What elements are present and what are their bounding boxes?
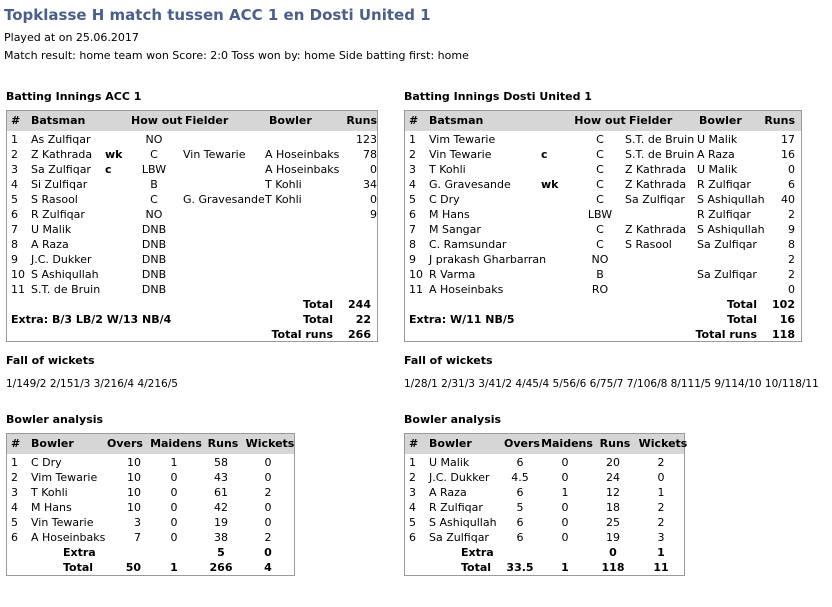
summary-row bbox=[405, 327, 801, 342]
total-runs: 266 bbox=[209, 561, 233, 574]
cell-num: 1 bbox=[409, 133, 416, 146]
cell-how-out: NO bbox=[145, 133, 163, 146]
col-header-maidens: Maidens bbox=[150, 437, 202, 450]
cell-maidens: 0 bbox=[170, 531, 178, 544]
cell-batsman: M Hans bbox=[429, 208, 470, 221]
cell-maidens: 0 bbox=[170, 471, 178, 484]
cell-num: 5 bbox=[11, 516, 18, 529]
cell-bowler: Vin Tewarie bbox=[31, 516, 94, 529]
cell-overs: 7 bbox=[134, 531, 141, 544]
table-row bbox=[7, 530, 294, 545]
cell-num: 1 bbox=[11, 456, 18, 469]
cell-batsman: S Ashiqullah bbox=[31, 268, 99, 281]
cell-fielder: Vin Tewarie bbox=[183, 148, 246, 161]
cell-num: 8 bbox=[409, 238, 416, 251]
table-row bbox=[7, 470, 294, 485]
cell-num: 7 bbox=[11, 223, 18, 236]
table-row bbox=[7, 252, 377, 267]
bowling-extra-row bbox=[405, 545, 684, 560]
cell-how-out: DNB bbox=[141, 223, 167, 236]
cell-num: 7 bbox=[409, 223, 416, 236]
cell-bowler: R Zulfiqar bbox=[429, 501, 483, 514]
batting-heading-away: Batting Innings Dosti United 1 bbox=[404, 90, 592, 103]
col-header-how-out: How out bbox=[131, 114, 183, 127]
extras-total-label: Total bbox=[726, 313, 757, 326]
cell-bowler: U Malik bbox=[697, 163, 738, 176]
col-header-fielder: Fielder bbox=[185, 114, 229, 127]
fall-of-wickets-home: 1/149/2 2/151/3 3/216/4 4/216/5 bbox=[6, 378, 178, 390]
table-row bbox=[7, 132, 377, 147]
total-label: Total bbox=[461, 561, 492, 574]
cell-num: 2 bbox=[11, 148, 18, 161]
col-header-fielder: Fielder bbox=[629, 114, 673, 127]
bowling-table-away bbox=[404, 433, 688, 576]
cell-num: 5 bbox=[409, 516, 416, 529]
col-header-num: # bbox=[409, 114, 419, 127]
cell-wickets: 2 bbox=[657, 516, 665, 529]
cell-overs: 6 bbox=[516, 531, 524, 544]
cell-how-out: DNB bbox=[141, 238, 167, 251]
cell-num: 6 bbox=[11, 208, 18, 221]
table-row bbox=[7, 177, 377, 192]
cell-how-out: NO bbox=[145, 208, 163, 221]
cell-overs: 6 bbox=[516, 456, 524, 469]
cell-maidens: 0 bbox=[561, 456, 569, 469]
cell-num: 1 bbox=[409, 456, 416, 469]
total-runs-value: 118 bbox=[772, 328, 795, 341]
cell-wickets: 2 bbox=[657, 501, 665, 514]
table-row bbox=[7, 162, 377, 177]
cell-overs: 10 bbox=[127, 501, 141, 514]
cell-how-out: C bbox=[596, 148, 604, 161]
extra-runs: 0 bbox=[609, 546, 617, 559]
cell-num: 9 bbox=[11, 253, 18, 266]
cell-runs: 25 bbox=[606, 516, 620, 529]
cell-wickets: 3 bbox=[657, 531, 665, 544]
cell-bowler: S Ashiqullah bbox=[697, 223, 765, 236]
table-row bbox=[405, 455, 684, 470]
cell-num: 4 bbox=[11, 501, 18, 514]
cell-runs: 0 bbox=[788, 283, 795, 296]
match-result: Match result: home team won Score: 2:0 Toss won by: home Side batting first: home bbox=[4, 49, 469, 62]
cell-batsman: C Dry bbox=[429, 193, 460, 206]
cell-maidens: 1 bbox=[170, 456, 178, 469]
cell-runs: 19 bbox=[214, 516, 228, 529]
table-row bbox=[405, 177, 801, 192]
cell-bowler: M Hans bbox=[31, 501, 72, 514]
col-header-how-out: How out bbox=[574, 114, 626, 127]
total-overs: 50 bbox=[125, 561, 141, 574]
extra-wickets: 0 bbox=[264, 546, 272, 559]
cell-runs: 2 bbox=[788, 208, 795, 221]
cell-how-out: C bbox=[150, 148, 158, 161]
col-header-batsman: Batsman bbox=[429, 114, 484, 127]
table-row bbox=[7, 500, 294, 515]
cell-maidens: 0 bbox=[561, 471, 569, 484]
extra-label: Extra bbox=[461, 546, 494, 559]
cell-num: 4 bbox=[409, 501, 416, 514]
cell-num: 3 bbox=[11, 486, 18, 499]
table-row bbox=[7, 515, 294, 530]
bowling-extra-row bbox=[7, 545, 294, 560]
cell-maidens: 1 bbox=[561, 486, 569, 499]
cell-num: 6 bbox=[409, 208, 416, 221]
table-row bbox=[7, 455, 294, 470]
cell-batsman: U Malik bbox=[31, 223, 72, 236]
table-row bbox=[405, 515, 684, 530]
cell-runs: 24 bbox=[606, 471, 620, 484]
cell-runs: 78 bbox=[363, 148, 377, 161]
cell-how-out: LBW bbox=[587, 208, 613, 221]
col-header-overs: Overs bbox=[504, 437, 540, 450]
col-header-wickets: Wickets bbox=[245, 437, 295, 450]
fall-of-wickets-heading-home: Fall of wickets bbox=[6, 354, 95, 367]
cell-how-out: C bbox=[596, 238, 604, 251]
total-maidens: 1 bbox=[170, 561, 178, 574]
cell-num: 4 bbox=[409, 178, 416, 191]
cell-wickets: 0 bbox=[264, 501, 272, 514]
col-header-bowler: Bowler bbox=[31, 437, 74, 450]
table-row bbox=[7, 222, 377, 237]
cell-runs: 18 bbox=[606, 501, 620, 514]
cell-batsman: A Hoseinbaks bbox=[429, 283, 504, 296]
cell-runs: 9 bbox=[370, 208, 377, 221]
cell-runs: 38 bbox=[214, 531, 228, 544]
table-row bbox=[405, 252, 801, 267]
table-row bbox=[7, 237, 377, 252]
cell-bowler: C Dry bbox=[31, 456, 62, 469]
cell-note: c bbox=[541, 148, 548, 161]
table-row bbox=[405, 192, 801, 207]
col-header-num: # bbox=[11, 437, 21, 450]
cell-runs: 9 bbox=[788, 223, 795, 236]
cell-batsman: S Rasool bbox=[31, 193, 78, 206]
cell-fielder: S.T. de Bruin bbox=[625, 148, 695, 161]
cell-runs: 58 bbox=[214, 456, 228, 469]
cell-num: 6 bbox=[11, 531, 18, 544]
cell-bowler: Sa Zulfiqar bbox=[697, 268, 757, 281]
cell-num: 11 bbox=[409, 283, 423, 296]
table-row bbox=[405, 282, 801, 297]
total-maidens: 1 bbox=[561, 561, 569, 574]
batting-table-header bbox=[7, 111, 377, 131]
cell-runs: 6 bbox=[788, 178, 795, 191]
cell-bowler: S Ashiqullah bbox=[429, 516, 497, 529]
cell-wickets: 2 bbox=[264, 531, 272, 544]
total-value: 102 bbox=[772, 298, 795, 311]
fall-of-wickets-away: 1/28/1 2/31/3 3/41/2 4/45/4 5/56/6 6/75/7 7/106/8 8/111/5 9/114/10 10/118/11 bbox=[404, 378, 819, 390]
cell-runs: 20 bbox=[606, 456, 620, 469]
cell-runs: 34 bbox=[363, 178, 377, 191]
col-header-overs: Overs bbox=[107, 437, 143, 450]
extra-wickets: 1 bbox=[657, 546, 665, 559]
cell-fielder: Z Kathrada bbox=[625, 163, 687, 176]
cell-bowler: R Zulfiqar bbox=[697, 208, 751, 221]
cell-num: 5 bbox=[11, 193, 18, 206]
page-title: Topklasse H match tussen ACC 1 en Dosti United 1 bbox=[4, 6, 431, 24]
cell-batsman: M Sangar bbox=[429, 223, 481, 236]
cell-bowler: A Hoseinbaks bbox=[265, 148, 340, 161]
cell-note: wk bbox=[541, 178, 559, 191]
cell-how-out: C bbox=[596, 193, 604, 206]
bowler-analysis-heading-home: Bowler analysis bbox=[6, 413, 104, 426]
cell-batsman: T Kohli bbox=[429, 163, 466, 176]
cell-wickets: 2 bbox=[657, 456, 665, 469]
cell-bowler: S Ashiqullah bbox=[697, 193, 765, 206]
cell-runs: 12 bbox=[606, 486, 620, 499]
total-runs-value: 266 bbox=[348, 328, 371, 341]
cell-wickets: 0 bbox=[657, 471, 665, 484]
cell-num: 3 bbox=[409, 163, 416, 176]
cell-runs: 123 bbox=[356, 133, 377, 146]
cell-overs: 6 bbox=[516, 486, 524, 499]
cell-runs: 17 bbox=[781, 133, 795, 146]
cell-num: 2 bbox=[409, 148, 416, 161]
cell-note: c bbox=[105, 163, 112, 176]
bowling-table-home bbox=[6, 433, 295, 576]
table-row bbox=[7, 267, 377, 282]
table-row bbox=[405, 237, 801, 252]
cell-how-out: C bbox=[596, 163, 604, 176]
batting-heading-home: Batting Innings ACC 1 bbox=[6, 90, 142, 103]
cell-maidens: 0 bbox=[561, 531, 569, 544]
cell-maidens: 0 bbox=[170, 516, 178, 529]
cell-wickets: 2 bbox=[264, 486, 272, 499]
cell-bowler: Vim Tewarie bbox=[31, 471, 98, 484]
cell-bowler: R Zulfiqar bbox=[697, 178, 751, 191]
col-header-num: # bbox=[409, 437, 419, 450]
cell-batsman: Si Zulfiqar bbox=[31, 178, 88, 191]
table-row bbox=[7, 192, 377, 207]
cell-fielder: Sa Zulfiqar bbox=[625, 193, 685, 206]
cell-bowler: U Malik bbox=[697, 133, 738, 146]
cell-bowler: T Kohli bbox=[265, 178, 302, 191]
cell-maidens: 0 bbox=[170, 486, 178, 499]
cell-runs: 16 bbox=[781, 148, 795, 161]
cell-overs: 10 bbox=[127, 471, 141, 484]
cell-bowler: A Raza bbox=[697, 148, 735, 161]
cell-runs: 43 bbox=[214, 471, 228, 484]
played-info: Played at on 25.06.2017 bbox=[4, 31, 139, 44]
col-header-runs: Runs bbox=[599, 437, 631, 450]
cell-how-out: LBW bbox=[141, 163, 167, 176]
batting-table-header bbox=[405, 111, 801, 131]
cell-fielder: S.T. de Bruin bbox=[625, 133, 695, 146]
cell-how-out: B bbox=[150, 178, 158, 191]
total-wickets: 4 bbox=[264, 561, 272, 574]
col-header-runs: Runs bbox=[207, 437, 239, 450]
cell-num: 10 bbox=[11, 268, 25, 281]
extras-breakdown: Extra: B/3 LB/2 W/13 NB/4 bbox=[11, 313, 172, 326]
batting-table-home bbox=[6, 110, 378, 342]
cell-how-out: DNB bbox=[141, 283, 167, 296]
cell-batsman: Vim Tewarie bbox=[429, 133, 496, 146]
cell-bowler: A Raza bbox=[429, 486, 467, 499]
table-row bbox=[7, 485, 294, 500]
cell-fielder: S Rasool bbox=[625, 238, 672, 251]
cell-bowler: A Hoseinbaks bbox=[265, 163, 340, 176]
extras-breakdown: Extra: W/11 NB/5 bbox=[409, 313, 515, 326]
col-header-num: # bbox=[11, 114, 21, 127]
cell-how-out: DNB bbox=[141, 268, 167, 281]
total-label: Total bbox=[63, 561, 94, 574]
cell-batsman: J prakash Gharbarran bbox=[429, 253, 547, 266]
cell-runs: 0 bbox=[370, 193, 377, 206]
cell-bowler: Sa Zulfiqar bbox=[697, 238, 757, 251]
cell-overs: 5 bbox=[516, 501, 524, 514]
cell-num: 6 bbox=[409, 531, 416, 544]
cell-num: 2 bbox=[11, 471, 18, 484]
cell-batsman: Vin Tewarie bbox=[429, 148, 492, 161]
fall-of-wickets-heading-away: Fall of wickets bbox=[404, 354, 493, 367]
cell-wickets: 1 bbox=[657, 486, 665, 499]
table-row bbox=[405, 470, 684, 485]
total-label: Total bbox=[726, 298, 757, 311]
table-row bbox=[405, 267, 801, 282]
bowling-total-row bbox=[7, 560, 294, 575]
total-overs: 33.5 bbox=[506, 561, 534, 574]
cell-how-out: DNB bbox=[141, 253, 167, 266]
cell-how-out: B bbox=[596, 268, 604, 281]
cell-maidens: 0 bbox=[170, 501, 178, 514]
cell-runs: 40 bbox=[781, 193, 795, 206]
cell-maidens: 0 bbox=[561, 501, 569, 514]
col-header-maidens: Maidens bbox=[541, 437, 593, 450]
cell-runs: 8 bbox=[788, 238, 795, 251]
cell-fielder: G. Gravesande bbox=[183, 193, 265, 206]
col-header-bowler: Bowler bbox=[429, 437, 472, 450]
cell-batsman: Sa Zulfiqar bbox=[31, 163, 91, 176]
table-row bbox=[405, 207, 801, 222]
cell-runs: 19 bbox=[606, 531, 620, 544]
cell-wickets: 0 bbox=[264, 471, 272, 484]
extras-total-value: 16 bbox=[779, 313, 795, 326]
cell-overs: 4.5 bbox=[511, 471, 529, 484]
table-row bbox=[7, 147, 377, 162]
cell-bowler: A Hoseinbaks bbox=[31, 531, 106, 544]
cell-fielder: Z Kathrada bbox=[625, 178, 687, 191]
summary-row bbox=[7, 312, 377, 327]
cell-bowler: U Malik bbox=[429, 456, 470, 469]
cell-num: 1 bbox=[11, 133, 18, 146]
bowling-table-header bbox=[405, 434, 688, 454]
total-runs-label: Total runs bbox=[271, 328, 333, 341]
col-header-wickets: Wickets bbox=[638, 437, 688, 450]
cell-note: wk bbox=[105, 148, 123, 161]
cell-batsman: Z Kathrada bbox=[31, 148, 93, 161]
table-row bbox=[7, 282, 377, 297]
table-row bbox=[405, 222, 801, 237]
cell-how-out: C bbox=[596, 133, 604, 146]
cell-how-out: C bbox=[596, 178, 604, 191]
cell-maidens: 0 bbox=[561, 516, 569, 529]
cell-num: 2 bbox=[409, 471, 416, 484]
cell-batsman: S.T. de Bruin bbox=[31, 283, 101, 296]
cell-batsman: C. Ramsundar bbox=[429, 238, 507, 251]
summary-row bbox=[7, 297, 377, 312]
col-header-batsman: Batsman bbox=[31, 114, 86, 127]
cell-runs: 0 bbox=[370, 163, 377, 176]
col-header-runs: Runs bbox=[764, 114, 795, 127]
cell-num: 9 bbox=[409, 253, 416, 266]
cell-wickets: 0 bbox=[264, 456, 272, 469]
cell-overs: 10 bbox=[127, 456, 141, 469]
summary-row bbox=[7, 327, 377, 342]
cell-runs: 61 bbox=[214, 486, 228, 499]
cell-overs: 10 bbox=[127, 486, 141, 499]
cell-batsman: G. Gravesande bbox=[429, 178, 511, 191]
extra-label: Extra bbox=[63, 546, 96, 559]
cell-batsman: R Zulfiqar bbox=[31, 208, 85, 221]
cell-how-out: NO bbox=[591, 253, 609, 266]
cell-num: 3 bbox=[409, 486, 416, 499]
col-header-bowler: Bowler bbox=[699, 114, 742, 127]
cell-overs: 6 bbox=[516, 516, 524, 529]
total-wickets: 11 bbox=[653, 561, 669, 574]
total-value: 244 bbox=[348, 298, 371, 311]
table-row bbox=[405, 500, 684, 515]
cell-bowler: T Kohli bbox=[265, 193, 302, 206]
summary-row bbox=[405, 297, 801, 312]
cell-batsman: A Raza bbox=[31, 238, 69, 251]
extras-total-value: 22 bbox=[355, 313, 371, 326]
cell-how-out: C bbox=[596, 223, 604, 236]
table-row bbox=[405, 147, 801, 162]
cell-batsman: As Zulfiqar bbox=[31, 133, 91, 146]
total-runs-label: Total runs bbox=[695, 328, 757, 341]
cell-num: 10 bbox=[409, 268, 423, 281]
cell-batsman: J.C. Dukker bbox=[31, 253, 92, 266]
bowler-analysis-heading-away: Bowler analysis bbox=[404, 413, 502, 426]
extra-runs: 5 bbox=[217, 546, 225, 559]
total-runs: 118 bbox=[601, 561, 625, 574]
cell-runs: 0 bbox=[788, 163, 795, 176]
cell-runs: 2 bbox=[788, 253, 795, 266]
cell-num: 4 bbox=[11, 178, 18, 191]
bowling-total-row bbox=[405, 560, 684, 575]
cell-bowler: T Kohli bbox=[31, 486, 68, 499]
col-header-runs: Runs bbox=[346, 114, 377, 127]
summary-row bbox=[405, 312, 801, 327]
cell-runs: 42 bbox=[214, 501, 228, 514]
table-row bbox=[7, 207, 377, 222]
extras-total-label: Total bbox=[302, 313, 333, 326]
cell-batsman: R Varma bbox=[429, 268, 476, 281]
cell-num: 11 bbox=[11, 283, 25, 296]
cell-bowler: J.C. Dukker bbox=[429, 471, 490, 484]
cell-how-out: RO bbox=[591, 283, 609, 296]
table-row bbox=[405, 162, 801, 177]
total-label: Total bbox=[302, 298, 333, 311]
table-row bbox=[405, 132, 801, 147]
cell-wickets: 0 bbox=[264, 516, 272, 529]
cell-fielder: Z Kathrada bbox=[625, 223, 687, 236]
col-header-bowler: Bowler bbox=[269, 114, 312, 127]
cell-runs: 2 bbox=[788, 268, 795, 281]
batting-table-away bbox=[404, 110, 802, 342]
cell-num: 8 bbox=[11, 238, 18, 251]
cell-num: 5 bbox=[409, 193, 416, 206]
table-row bbox=[405, 530, 684, 545]
bowling-table-header bbox=[7, 434, 294, 454]
cell-num: 3 bbox=[11, 163, 18, 176]
cell-overs: 3 bbox=[134, 516, 141, 529]
table-row bbox=[405, 485, 684, 500]
cell-bowler: Sa Zulfiqar bbox=[429, 531, 489, 544]
cell-how-out: C bbox=[150, 193, 158, 206]
